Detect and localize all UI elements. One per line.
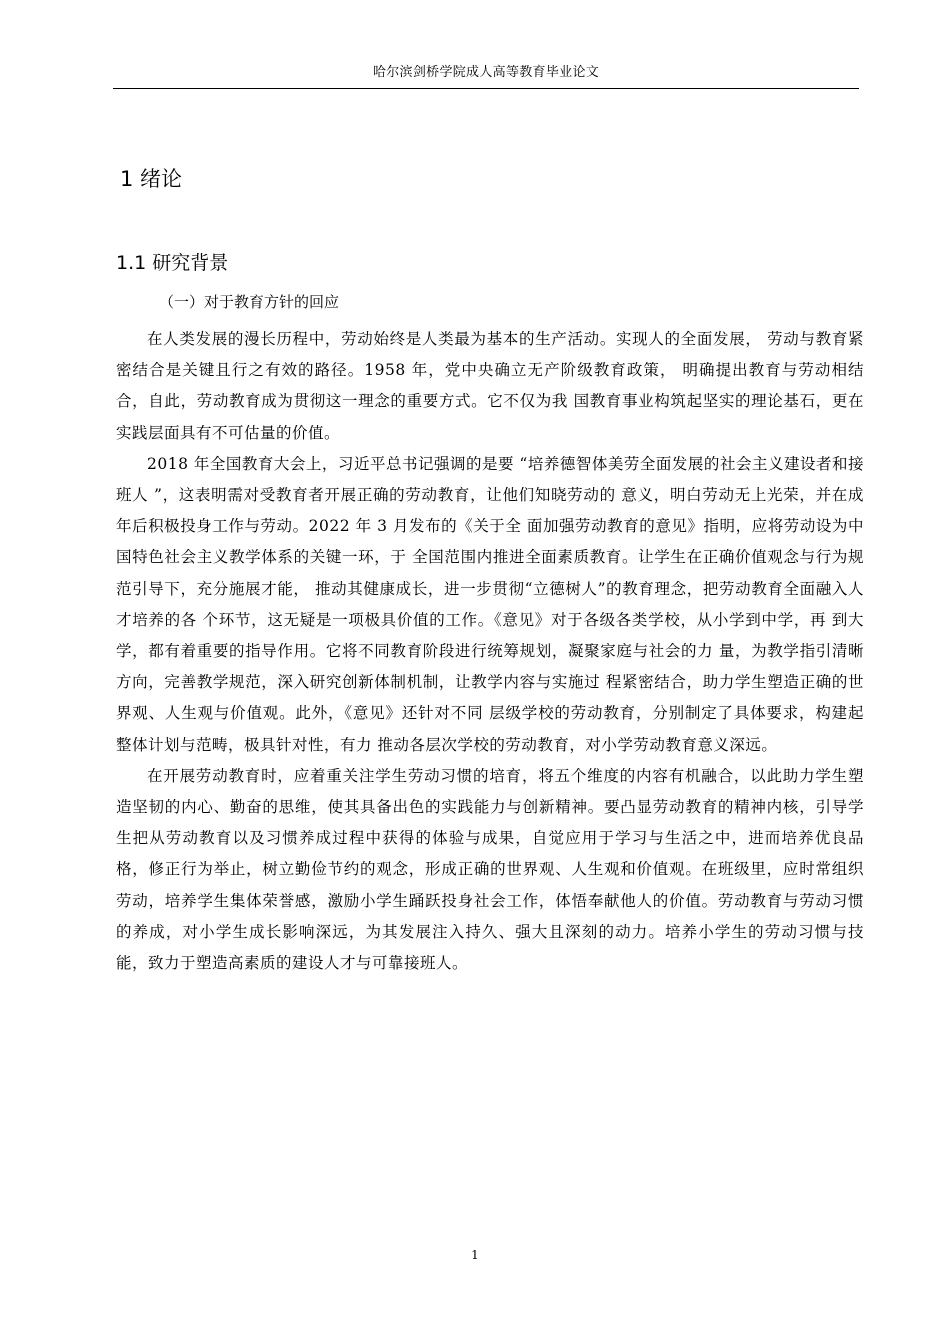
paragraph: 在人类发展的漫长历程中，劳动始终是人类最为基本的生产活动。实现人的全面发展， 劳动与教育紧密结合是关键且行之有效的路径。1958 年，党中央确立无产阶级教育政策， 明确提出教育与劳动相结合，自此，劳动教育成为贯彻这一理念的重要方式。它不仅为我 国教育事业构筑起坚实的理论基石，更在实践层面具有不可估量的价值。 xyxy=(116,330,864,442)
section-title: 1.1 研究背景 xyxy=(116,252,229,274)
page-number: 1 xyxy=(471,1248,479,1262)
paragraph: 在开展劳动教育时，应着重关注学生劳动习惯的培育，将五个维度的内容有机融合，以此助力学生塑造坚韧的内心、勤奋的思维，使其具备出色的实践能力与创新精神。要凸显劳动教育的精神内核，引导学生把从劳动教育以及习惯养成过程中获得的体验与成果，自觉应用于学习与生活之中，进而培养优良品格，修正行为举止，树立勤俭节约的观念，形成正确的世界观、人生观和价值观。在班级里，应时常组织劳动，培养学生集体荣誉感，激励小学生踊跃投身社会工作，体悟奉献他人的价值。劳动教育与劳动习惯的养成，对小学生成长影响深远，为其发展注入持久、强大且深刻的动力。培养小学生的劳动习惯与技能，致力于塑造高素质的建设人才与可靠接班人。 xyxy=(116,766,864,973)
header-divider xyxy=(113,88,859,89)
chapter-title: 1 绪论 xyxy=(120,167,183,191)
subsection-title: （一）对于教育方针的回应 xyxy=(159,293,340,311)
body-text xyxy=(116,324,864,979)
paragraph: 2018 年全国教育大会上，习近平总书记强调的是要 “培养德智体美劳全面发展的社会主义建设者和接班人 ”，这表明需对受教育者开展正确的劳动教育，让他们知晓劳动的 意义，明白劳动无上光荣，并在成年后积极投身工作与劳动。2022 年 3 月发布的《关于全 面加强劳动教育的意见》指明，应将劳动设为中国特色社会主义教学体系的关键一环，于 全国范围内推进全面素质教育。让学生在正确价值观念与行为规范引导下，充分施展才能， 推动其健康成长，进一步贯彻“立德树人”的教育理念，把劳动教育全面融入人才培养的各 个环节，这无疑是一项极具价值的工作。《意见》对于各级各类学校，从小学到中学，再 到大学，都有着重要的指导作用。它将不同教育阶段进行统筹规划，凝聚家庭与社会的力 量，为教学指引清晰方向，完善教学规范，深入研究创新体制机制，让教学内容与实施过 程紧密结合，助力学生塑造正确的世界观、人生观与价值观。此外，《意见》还针对不同 层级学校的劳动教育，分别制定了具体要求，构建起整体计划与范畴，极具针对性，有力 推动各层次学校的劳动教育，对小学劳动教育意义深远。 xyxy=(116,454,864,754)
page-header: 哈尔滨剑桥学院成人高等教育毕业论文 xyxy=(372,65,600,80)
